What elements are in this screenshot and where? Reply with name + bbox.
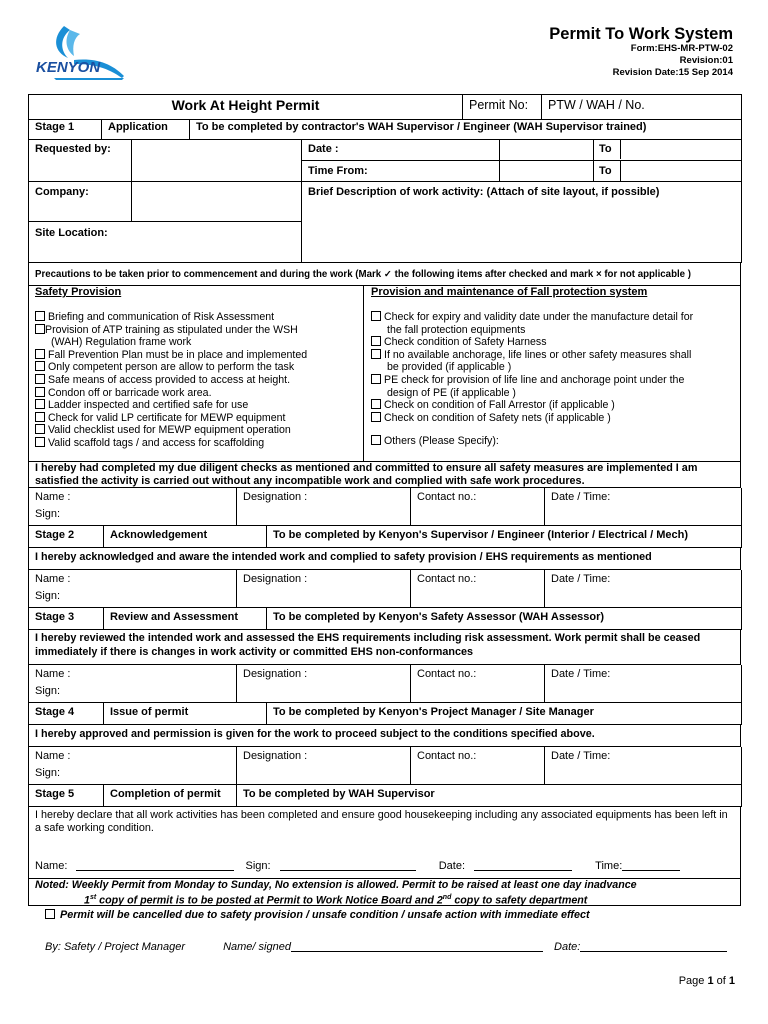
safety-item[interactable]: Provision of ATP training as stipulated under the WSH <box>35 324 307 337</box>
stage3-signoff <box>28 665 742 703</box>
signoff-date-time[interactable]: Date / Time: <box>545 665 742 702</box>
date-label: Date : <box>302 139 500 160</box>
time-from-field[interactable] <box>500 160 594 181</box>
form-number: Form:EHS-MR-PTW-02 <box>630 43 733 54</box>
site-location-label[interactable]: Site Location: <box>29 221 302 262</box>
fall-item-cont: design of PE (if applicable ) <box>387 386 516 399</box>
fall-item[interactable]: Check condition of Safety Harness <box>371 336 693 349</box>
stage1-signoff <box>28 488 742 526</box>
permit-no-value[interactable]: PTW / WAH / No. <box>542 95 742 120</box>
safety-item[interactable]: Fall Prevention Plan must be in place and implemented <box>35 349 307 362</box>
signoff-designation[interactable]: Designation : <box>237 665 411 702</box>
cancel-name-field[interactable] <box>291 941 543 952</box>
checkbox-icon[interactable] <box>35 374 45 384</box>
precautions-instruction: Precautions to be taken prior to commencement and during the work (Mark ✓ the following items after checked and mark × for not applicable ) <box>35 269 691 280</box>
checkbox-icon[interactable] <box>371 399 381 409</box>
checkbox-icon[interactable] <box>371 412 381 422</box>
to-field-2[interactable] <box>621 161 741 181</box>
signoff-designation[interactable]: Designation : <box>237 488 411 525</box>
note-line-2: 1st copy of permit is to be posted at Permit to Work Notice Board and 2nd copy to safety department <box>84 893 588 907</box>
to-field-1[interactable] <box>621 139 741 159</box>
signoff-date-time[interactable]: Date / Time: <box>545 488 742 525</box>
fall-protection-heading: Provision and maintenance of Fall protection system <box>371 286 648 298</box>
stage2-header <box>28 525 742 548</box>
stage4-name: Issue of permit <box>104 702 267 724</box>
time-from-label: Time From: <box>302 160 500 181</box>
safety-item[interactable]: Check for valid LP certificate for MEWP equipment <box>35 412 307 425</box>
requested-by-label: Requested by: <box>29 139 132 181</box>
stage1-declaration: I hereby had completed my due diligent checks as mentioned and committed to ensure all safety measures are implemented I am satisfied the activity is carried out without any incompatible work and complied with safe work procedures. <box>28 462 741 488</box>
revision-date: Revision Date:15 Sep 2014 <box>612 67 733 78</box>
stage1-header <box>28 119 742 140</box>
note-line-1: Noted: Weekly Permit from Monday to Sunday, No extension is allowed. Permit to be raised at least one day inadvance <box>35 879 637 891</box>
stage4-header <box>28 702 742 725</box>
stage2-name: Acknowledgement <box>104 525 267 547</box>
permit-title-table <box>28 94 742 120</box>
notes-box <box>28 879 741 906</box>
page-number: Page 1 of 1 <box>678 975 735 987</box>
brief-description-label[interactable]: Brief Description of work activity: (Attach of site layout, if possible) <box>302 181 742 262</box>
safety-item[interactable]: Briefing and communication of Risk Assessment <box>35 311 307 324</box>
fall-item[interactable]: Check on condition of Fall Arrestor (if applicable ) <box>371 399 693 412</box>
fall-item-cont: be provided (if applicable ) <box>387 361 512 374</box>
stage2-desc: To be completed by Kenyon's Supervisor / Engineer (Interior / Electrical / Mech) <box>267 525 742 547</box>
safety-item[interactable]: Safe means of access provided to access at height. <box>35 374 307 387</box>
stage5-statement: I hereby declare that all work activities has been completed and ensure good housekeeping including any associated equipments has been left in a safe working condition. <box>35 809 728 834</box>
cancel-date-field[interactable] <box>580 941 727 952</box>
safety-item[interactable]: Valid scaffold tags / and access for scaffolding <box>35 437 307 450</box>
stage3-name: Review and Assessment <box>104 607 267 629</box>
stage3-label: Stage 3 <box>29 607 104 629</box>
signoff-contact[interactable]: Contact no.: <box>411 747 545 784</box>
signoff-name-cell[interactable]: Name : Sign: <box>29 570 237 607</box>
stage2-signoff <box>28 570 742 608</box>
stage5-label: Stage 5 <box>29 784 104 806</box>
safety-item-cont: (WAH) Regulation frame work <box>51 336 192 349</box>
stage5-header <box>28 784 742 807</box>
checkbox-icon[interactable] <box>35 361 45 371</box>
signoff-name-cell[interactable]: Name : Sign: <box>29 488 237 525</box>
stage1-desc: To be completed by contractor's WAH Supervisor / Engineer (WAH Supervisor trained) <box>190 119 742 139</box>
precautions-section <box>28 263 741 462</box>
fall-item-cont: the fall protection equipments <box>387 323 526 336</box>
logo-text: KENYON <box>36 59 101 76</box>
stage3-desc: To be completed by Kenyon's Safety Assessor (WAH Assessor) <box>267 607 742 629</box>
cancel-statement[interactable]: Permit will be cancelled due to safety provision / unsafe condition / unsafe action with immediate effect <box>45 909 590 921</box>
signoff-designation[interactable]: Designation : <box>237 570 411 607</box>
checkbox-icon[interactable] <box>35 324 45 334</box>
company-logo <box>34 24 126 82</box>
checkbox-icon[interactable] <box>35 399 45 409</box>
fall-item[interactable]: If no available anchorage, life lines or other safety measures shall <box>371 349 693 362</box>
safety-item[interactable]: Condon off or barricade work area. <box>35 387 307 400</box>
checkbox-icon[interactable] <box>45 909 55 919</box>
stage4-signoff <box>28 747 742 785</box>
others-item[interactable]: Others (Please Specify): <box>371 435 693 448</box>
revision: Revision:01 <box>679 55 733 66</box>
checkbox-icon[interactable] <box>371 435 381 445</box>
completion-sign-field[interactable] <box>280 860 416 871</box>
fall-item[interactable]: Check on condition of Safety nets (if applicable ) <box>371 412 693 425</box>
safety-item[interactable]: Only competent person are allow to perform the task <box>35 361 307 374</box>
signoff-contact[interactable]: Contact no.: <box>411 665 545 702</box>
stage2-label: Stage 2 <box>29 525 104 547</box>
signoff-contact[interactable]: Contact no.: <box>411 488 545 525</box>
checkbox-icon[interactable] <box>371 336 381 346</box>
stage4-desc: To be completed by Kenyon's Project Manager / Site Manager <box>267 702 742 724</box>
completion-date-field[interactable] <box>474 860 572 871</box>
completion-signoff-line: Name: Sign: Date: Time: <box>35 860 735 872</box>
document-title: Permit To Work System <box>549 25 733 43</box>
stage1-details <box>28 139 742 263</box>
safety-provision-heading: Safety Provision <box>35 286 122 298</box>
checkbox-icon[interactable] <box>371 349 381 359</box>
checkbox-icon[interactable] <box>35 387 45 397</box>
stage1-name: Application <box>102 119 190 139</box>
checkbox-icon[interactable] <box>371 374 381 384</box>
checkbox-icon[interactable] <box>35 424 45 434</box>
signoff-date-time[interactable]: Date / Time: <box>545 747 742 784</box>
company-field[interactable] <box>132 181 302 221</box>
completion-name-field[interactable] <box>76 860 234 871</box>
checkbox-icon[interactable] <box>35 349 45 359</box>
cancel-signoff-line: By: Safety / Project Manager Name/ signed Date: <box>45 941 745 953</box>
to-label-2: To <box>594 160 742 181</box>
stage5-desc: To be completed by WAH Supervisor <box>237 784 742 806</box>
stage3-header <box>28 607 742 630</box>
stage5-name: Completion of permit <box>104 784 237 806</box>
completion-time-field[interactable] <box>622 860 680 871</box>
checkbox-icon[interactable] <box>35 437 45 447</box>
fall-item[interactable]: Check for expiry and validity date under the manufacture detail for <box>371 311 693 324</box>
safety-item[interactable]: Valid checklist used for MEWP equipment operation <box>35 424 307 437</box>
signoff-name-cell[interactable]: Name : Sign: <box>29 747 237 784</box>
checkbox-icon[interactable] <box>35 412 45 422</box>
signoff-designation[interactable]: Designation : <box>237 747 411 784</box>
signoff-contact[interactable]: Contact no.: <box>411 570 545 607</box>
stage4-label: Stage 4 <box>29 702 104 724</box>
signoff-date-time[interactable]: Date / Time: <box>545 570 742 607</box>
signoff-name-cell[interactable]: Name : Sign: <box>29 665 237 702</box>
to-label-1: To <box>594 139 742 160</box>
stage2-statement: I hereby acknowledged and aware the intended work and complied to safety provision / EHS requirements as mentioned <box>28 547 741 570</box>
permit-title: Work At Height Permit <box>29 95 463 120</box>
checkbox-icon[interactable] <box>371 311 381 321</box>
stage5-body <box>28 806 741 879</box>
checkbox-icon[interactable] <box>35 311 45 321</box>
fall-item[interactable]: PE check for provision of life line and anchorage point under the <box>371 374 693 387</box>
permit-no-label: Permit No: <box>463 95 542 120</box>
safety-provision-list <box>35 311 307 450</box>
company-label: Company: <box>29 181 132 221</box>
requested-by-field[interactable] <box>132 139 302 181</box>
date-field[interactable] <box>500 139 594 160</box>
safety-item[interactable]: Ladder inspected and certified safe for use <box>35 399 307 412</box>
fall-protection-list <box>371 311 693 448</box>
stage1-label: Stage 1 <box>29 119 102 139</box>
stage4-statement: I hereby approved and permission is given for the work to proceed subject to the conditions specified above. <box>28 724 741 747</box>
stage3-statement: I hereby reviewed the intended work and assessed the EHS requirements including risk assessment. Work permit shall be ceased immediately if there is changes in work activity or committed EHS non-conformances <box>28 629 741 665</box>
